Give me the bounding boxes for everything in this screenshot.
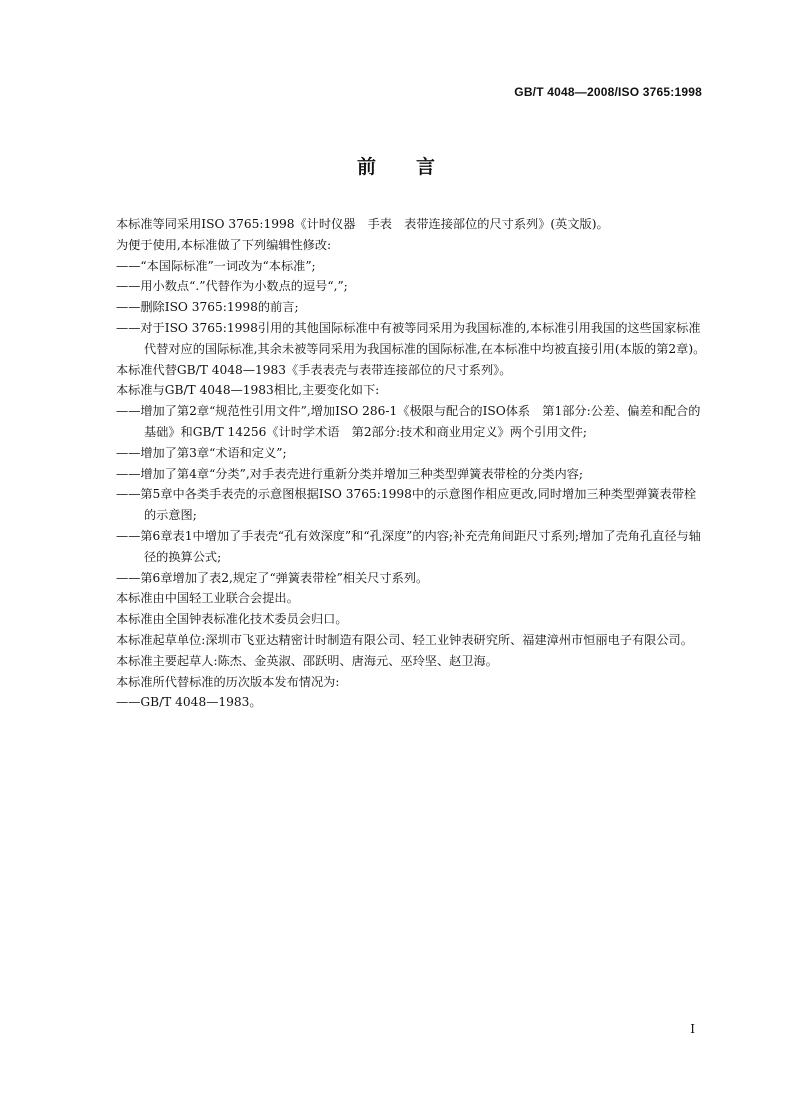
- standard-code: GB/T 4048—2008/ISO 3765:1998: [514, 85, 702, 99]
- list-item: ——第6章表1中增加了手表壳“孔有效深度”和“孔深度”的内容;补充壳角间距尺寸系列;增加了壳角孔直径与轴径的换算公式;: [116, 528, 701, 564]
- list-item: ——对于ISO 3765:1998引用的其他国际标准中有被等同采用为我国标准的,本标准引用我国的这些国家标准代替对应的国际标准,其余未被等同采用为我国标准的国际标准,在本标准中均被直接引用(本版的第2章)。: [116, 320, 706, 356]
- page-number: I: [690, 1022, 695, 1036]
- list-item: ——第5章中各类手表壳的示意图根据ISO 3765:1998中的示意图作相应更改,同时增加三种类型弹簧表带栓的示意图;: [116, 487, 697, 523]
- paragraph: 本标准等同采用ISO 3765:1998《计时仪器 手表 表带连接部位的尺寸系列》(英文版)。: [116, 217, 609, 231]
- list-item: ——增加了第4章“分类”,对手表壳进行重新分类并增加三种类型弹簧表带栓的分类内容;: [116, 466, 583, 481]
- page-title: 前言: [356, 156, 475, 178]
- list-item: ——“本国际标准”一词改为“本标准”;: [116, 258, 316, 273]
- list-item: ——增加了第2章“规范性引用文件”,增加ISO 286-1《极限与配合的ISO体系 第1部分:公差、偏差和配合的基础》和GB/T 14256《计时学术语 第2部分:技术和商业用定义》两个引用文件;: [116, 404, 701, 439]
- foreword-body: [88, 214, 706, 713]
- list-item: ——删除ISO 3765:1998的前言;: [116, 300, 299, 315]
- list-item: ——第6章增加了表2,规定了“弹簧表带栓”相关尺寸系列。: [116, 570, 429, 585]
- list-item: ——增加了第3章“术语和定义”;: [116, 445, 287, 460]
- paragraph: 本标准代替GB/T 4048—1983《手表表壳与表带连接部位的尺寸系列》。: [116, 362, 512, 377]
- paragraph: 本标准起草单位:深圳市飞亚达精密计时制造有限公司、轻工业钟表研究所、福建漳州市恒丽电子有限公司。: [116, 632, 693, 647]
- paragraph: 本标准与GB/T 4048—1983相比,主要变化如下:: [116, 383, 380, 398]
- paragraph: 为便于使用,本标准做了下列编辑性修改:: [116, 237, 332, 252]
- paragraph: 本标准由全国钟表标准化技术委员会归口。: [116, 612, 348, 627]
- list-item: ——GB/T 4048—1983。: [116, 695, 262, 710]
- paragraph: 本标准主要起草人:陈杰、金英淑、邵跃明、唐海元、巫玲坚、赵卫海。: [116, 653, 498, 668]
- paragraph: 本标准由中国轻工业联合会提出。: [116, 591, 299, 606]
- list-item: ——用小数点“.”代替作为小数点的逗号“,”;: [116, 279, 348, 294]
- paragraph: 本标准所代替标准的历次版本发布情况为:: [116, 674, 340, 689]
